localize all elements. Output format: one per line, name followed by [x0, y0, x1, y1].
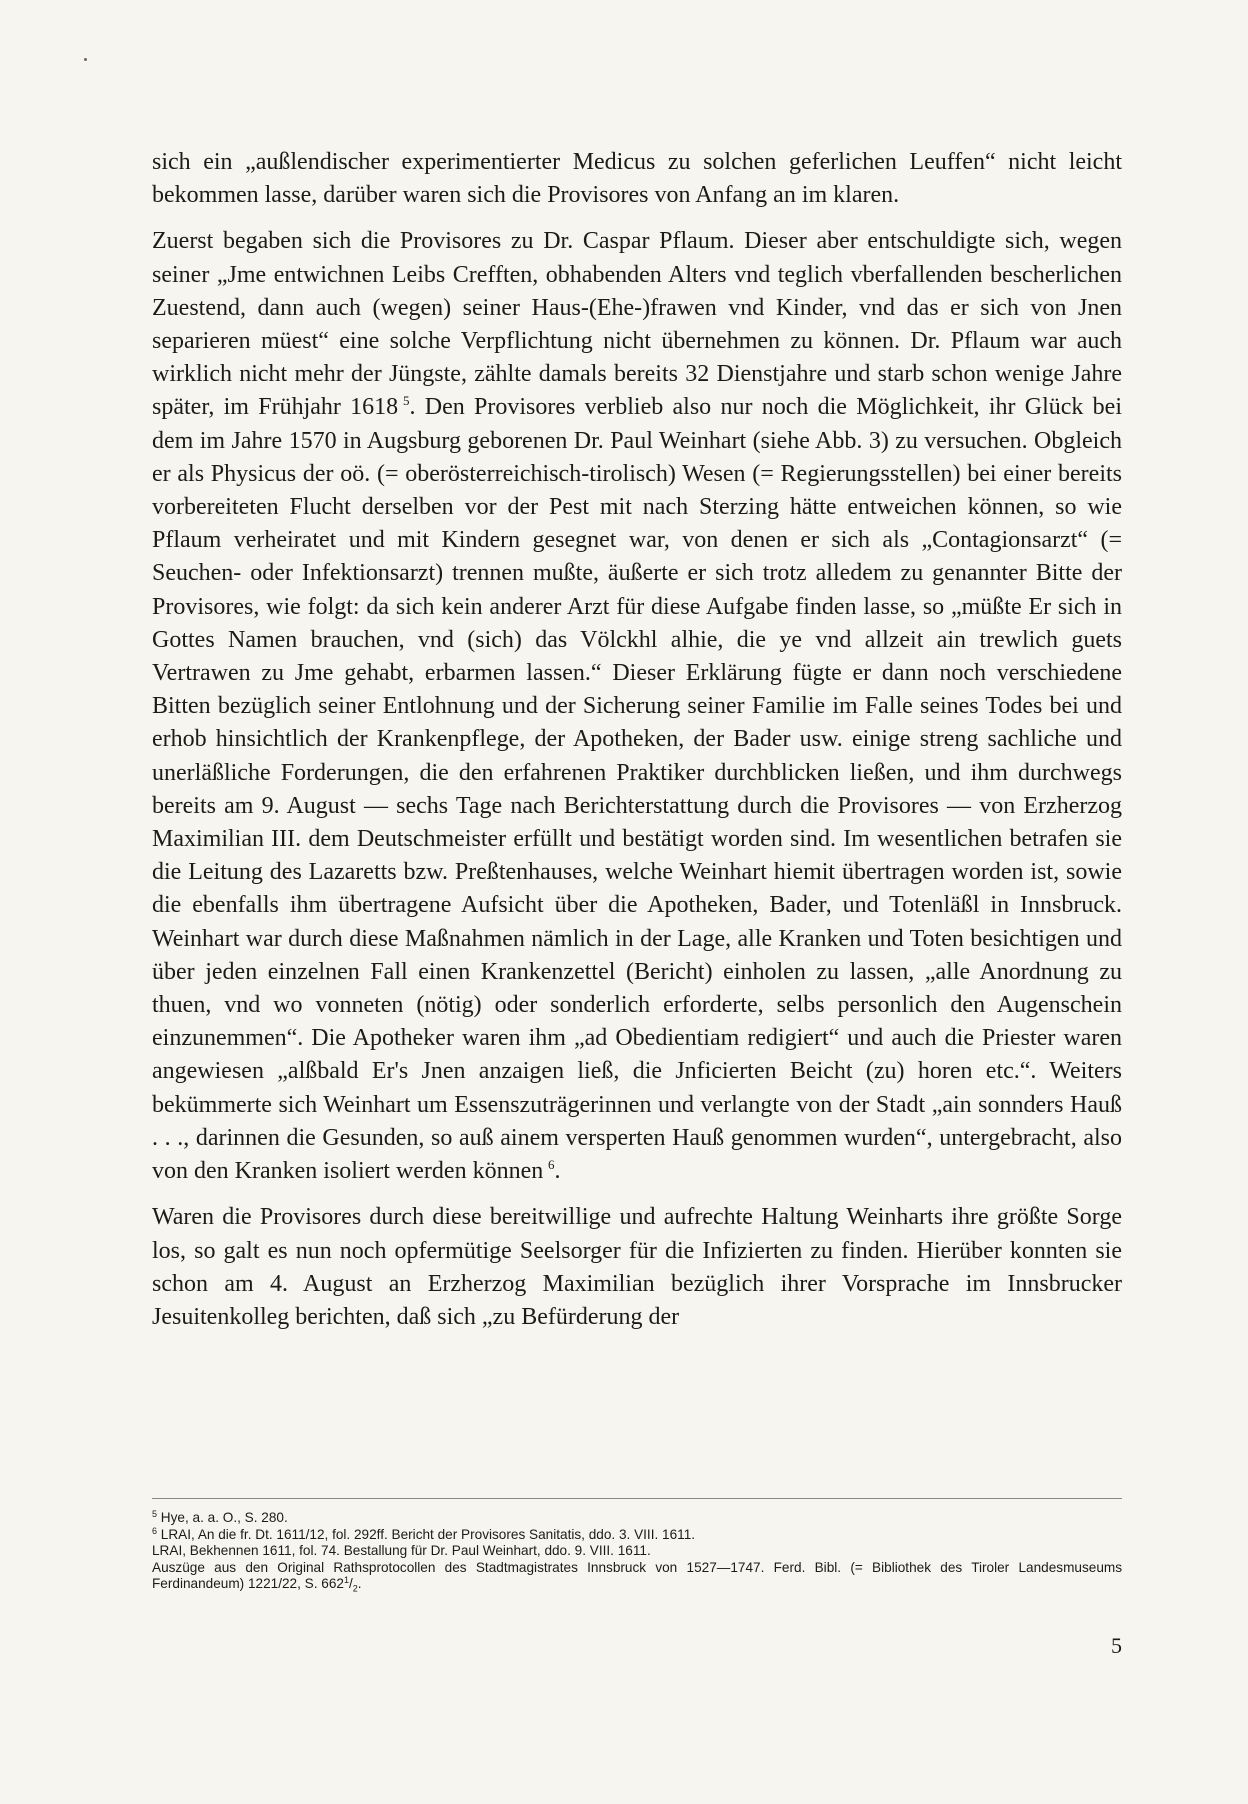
footnote-6-line-3-end: . — [357, 1576, 362, 1592]
footnote-divider — [152, 1498, 1122, 1499]
page-number: 5 — [1111, 1633, 1122, 1658]
footnote-ref-5-punct: . — [409, 394, 416, 421]
paragraph-2-continuation: Den Provisores verblieb also nur noch die Möglichkeit, ihr Glück bei dem im Jahre 1570 in Augsburg geborenen Dr. Paul Weinhart (siehe Abb. 3) zu versuchen. Obgleich er als Physicus der oö. (= oberösterreichisch-tirolisch) Wesen (= Regierungsstellen) bei einer bereits vorbereiteten Flucht derselben vor der Pest mit nach Sterzing hätte entweichen können, so wie Pflaum verheiratet und mit Kindern gesegnet war, von denen er sich als „Contagionsarzt“ (= Seuchen- oder Infektionsarzt) trennen mußte, äußerte er sich trotz alledem zu genannter Bitte der Provisores, wie folgt: da sich kein anderer Arzt für diese Aufgabe finden lasse, so „müßte Er sich in Gottes Namen brauchen, vnd (sich) das Völckhl alhie, die ye vnd allzeit ain trewlich guets Vertrawen zu Jme gehabt, erbarmen lassen.“ Dieser Erklärung fügte er dann noch verschiedene Bitten bezüglich seiner Entlohnung und der Sicherung seiner Familie im Falle seines Todes bei und erhob hinsichtlich der Krankenpflege, der Apotheken, der Bader usw. einige streng sachliche und unerläßliche Forderungen, die den erfahrenen Praktiker durchblicken ließen, und ihm durchwegs bereits am 9. August — sechs Tage nach Berichterstattung durch die Provisores — von Erzherzog Maximilian III. dem Deutschmeister erfüllt und bestätigt worden sind. Im wesentlichen betrafen sie die Leitung des Lazaretts bzw. Preßtenhauses, welche Weinhart hiemit übertragen worden ist, sowie die ebenfalls ihm übertragene Aufsicht über die Apotheken, Bader, und Totenläßl in Innsbruck. Weinhart war durch diese Maßnahmen nämlich in der Lage, alle Kranken und Toten besichtigen und über jeden einzelnen Fall einen Krankenzettel (Bericht) einholen zu lassen, „alle Anordnung zu thuen, vnd wo vonneten (nötig) oder sonderlich erforderte, selbs personlich den Augenschein einzunemmen“. Die Apotheker waren ihm „ad Obedientiam redigiert“ und auch die Priester waren angewiesen „alßbald Er's Jnen anzaigen ließ, die Jnficierten Beicht (zu) horen etc.“. Weiters bekümmerte sich Weinhart um Essenszuträgerinnen und verlangte von der Stadt „ain sonnders Hauß . . ., darinnen die Gesunden, so auß ainem versperten Hauß genommen wurden“, untergebracht, also von den Kranken isoliert werden können — [152, 394, 1122, 1185]
fraction-denominator: 2 — [352, 1584, 358, 1595]
paper-speck — [84, 58, 87, 61]
footnotes — [152, 1510, 1122, 1598]
footnote-6-text: LRAI, An die fr. Dt. 1611/12, fol. 292ff. Bericht der Provisores Sanitatis, ddo. 3. VIII. 1611. — [160, 1526, 696, 1542]
paragraph-2-text: Zuerst begaben sich die Provisores zu Dr. Caspar Pflaum. Dieser aber entschuldigte sich, wegen seiner „Jme entwichnen Leibs Crefften, obhabenden Alters vnd teglich vberfallenden bescherlichen Zuestend, dann auch (wegen) seiner Haus-(Ehe-)frawen vnd Kinder, vnd das er sich von Jnen separieren müest“ eine solche Verpflichtung nicht übernehmen zu können. Dr. Pflaum war auch wirklich nicht mehr der Jüngste, zählte damals bereits 32 Dienstjahre und starb schon wenige Jahre später, im Frühjahr 1618 — [152, 228, 1122, 421]
footnote-6-mark: 6 — [152, 1525, 158, 1536]
paragraph-2 — [152, 225, 1122, 1188]
footnote-6-line-3-text: Auszüge aus den Original Rathsprotocollen des Stadtmagistrates Innsbruck von 1527—1747. Ferd. Bibl. (= Bibliothek des Tiroler Landesmuseums Ferdinandeum) 1221/22, S. 662 — [152, 1559, 1122, 1592]
footnote-ref-5: 5 — [402, 393, 410, 409]
fraction-slash: / — [348, 1576, 353, 1592]
footnote-ref-6: 6 — [548, 1157, 555, 1173]
footnote-5 — [152, 1510, 1122, 1527]
footnote-5-mark: 5 — [152, 1509, 158, 1519]
footnote-5-text: Hye, a. a. O., S. 280. — [160, 1510, 288, 1525]
paragraph-1: sich ein „außlendischer experimentierter Medicus zu solchen geferlichen Leuffen“ nicht leicht bekommen lasse, darüber waren sich die Provisores von Anfang an im klaren. — [152, 149, 1122, 209]
footnote-6-line-2: LRAI, Bekhennen 1611, fol. 74. Bestallung für Dr. Paul Weinhart, ddo. 9. VIII. 1611. — [152, 1543, 651, 1559]
fraction-numerator: 1 — [343, 1575, 349, 1586]
paragraph-3: Waren die Provisores durch diese bereitwillige und aufrechte Haltung Weinharts ihre größte Sorge los, so galt es nun noch opfermütige Seelsorger für die Infizierten zu finden. Hierüber konnten sie schon am 4. August an Erzherzog Maximilian bezüglich ihrer Vorsprache im Innsbrucker Jesuitenkolleg berichten, daß sich „zu Befürderung der — [152, 1204, 1122, 1330]
footnote-ref-6-punct: . — [554, 1158, 561, 1185]
body-text — [152, 146, 1122, 1334]
footnote-6 — [152, 1527, 1122, 1544]
footnote-6-line-3 — [152, 1560, 1122, 1598]
